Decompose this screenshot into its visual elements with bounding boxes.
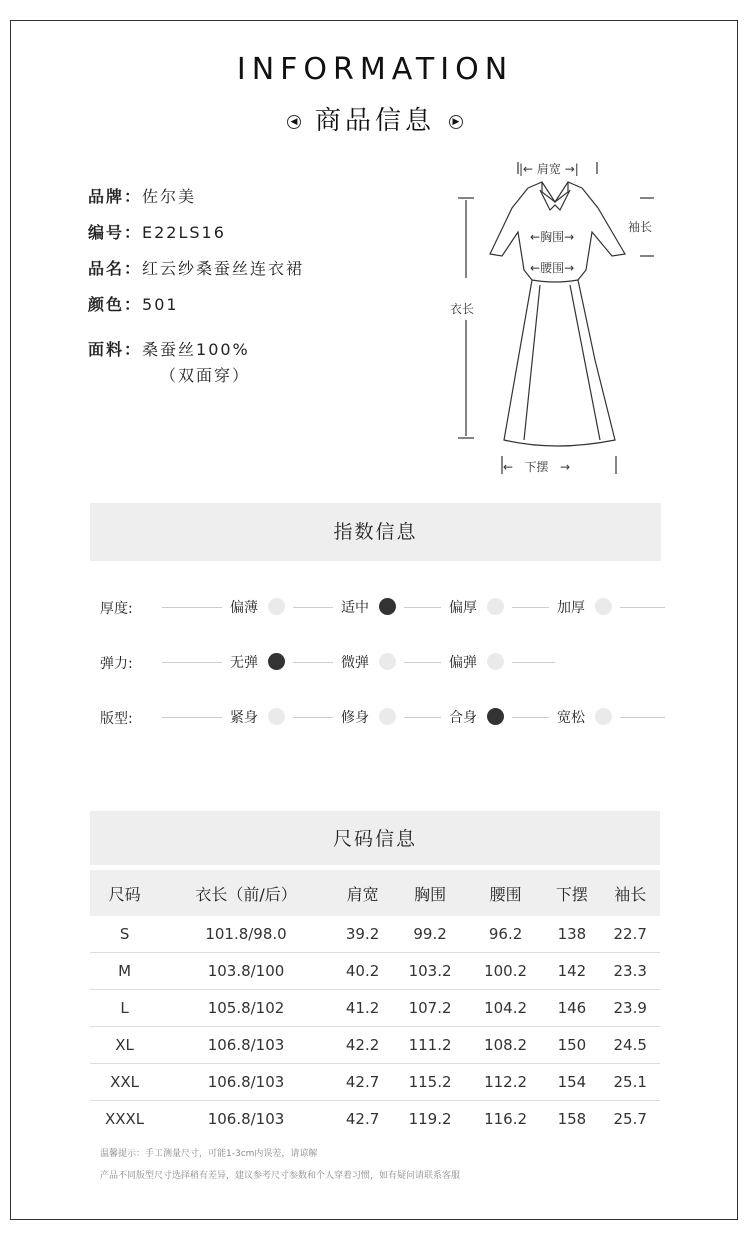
- index-option: 适中: [333, 596, 404, 620]
- dot-empty-icon: [379, 708, 396, 725]
- index-row-elasticity: [100, 651, 555, 675]
- index-option: 加厚: [549, 596, 620, 620]
- table-cell: 112.2: [468, 1064, 544, 1101]
- index-option: 宽松: [549, 706, 620, 730]
- size-table: [90, 870, 660, 1137]
- info-value: 501: [142, 295, 179, 314]
- dot-empty-icon: [487, 598, 504, 615]
- index-option: 无弹: [222, 651, 293, 675]
- table-cell: 107.2: [392, 990, 468, 1027]
- col-header: 胸围: [392, 870, 468, 916]
- info-key: 编号：: [88, 223, 143, 242]
- index-option: 微弹: [333, 651, 404, 675]
- subtitle-text: 商品信息: [314, 106, 435, 136]
- info-key: 品牌：: [88, 187, 143, 206]
- table-cell: 42.7: [345, 1110, 380, 1128]
- table-row: [90, 1064, 660, 1101]
- table-cell: 42.2: [333, 1027, 392, 1064]
- table-cell: 119.2: [408, 1110, 452, 1128]
- info-key: 品名：: [88, 259, 143, 278]
- dress-outline-icon: [440, 150, 670, 480]
- dot-filled-icon: [487, 708, 504, 725]
- page-title: INFORMATION: [236, 52, 514, 87]
- dot-filled-icon: [379, 598, 396, 615]
- table-cell: 108.2: [468, 1027, 544, 1064]
- table-cell: 105.8/102: [159, 990, 333, 1027]
- size-section-title: 尺码信息: [90, 811, 660, 865]
- index-option: 修身: [333, 706, 404, 730]
- info-code: [88, 220, 226, 243]
- arrow-left-icon: ◀: [287, 115, 301, 129]
- table-row: [90, 1027, 660, 1064]
- table-cell: 23.3: [600, 953, 660, 990]
- dot-empty-icon: [487, 653, 504, 670]
- index-option: 偏薄: [222, 596, 293, 620]
- table-cell: 146: [543, 990, 600, 1027]
- table-cell: 103.2: [392, 953, 468, 990]
- info-key: 颜色：: [88, 295, 143, 314]
- index-section-title: 指数信息: [90, 503, 661, 561]
- table-cell: XXL: [90, 1064, 159, 1101]
- table-cell: XXXL: [104, 1110, 145, 1128]
- size-table-header: [90, 870, 660, 916]
- table-row: [90, 1101, 660, 1138]
- dot-empty-icon: [268, 708, 285, 725]
- table-cell: L: [90, 990, 159, 1027]
- col-header: 衣长（前/后）: [159, 870, 333, 916]
- table-cell: 106.8/103: [159, 1064, 333, 1101]
- dot-empty-icon: [595, 708, 612, 725]
- dot-empty-icon: [595, 598, 612, 615]
- col-header: 尺码: [90, 870, 159, 916]
- col-header: 腰围: [468, 870, 544, 916]
- table-cell: 116.2: [484, 1110, 528, 1128]
- col-header: 肩宽: [333, 870, 392, 916]
- info-brand: [88, 184, 196, 207]
- index-row-thickness: [100, 596, 665, 620]
- dot-empty-icon: [379, 653, 396, 670]
- table-row: [90, 916, 660, 953]
- index-option: 偏厚: [441, 596, 512, 620]
- table-cell: 154: [543, 1064, 600, 1101]
- table-cell: 22.7: [600, 916, 660, 953]
- label-shoulder: |← 肩宽 →|: [519, 162, 579, 176]
- table-cell: 25.7: [613, 1110, 647, 1128]
- label-length: 衣长: [450, 302, 475, 316]
- table-cell: M: [90, 953, 159, 990]
- info-value: E22LS16: [142, 223, 226, 242]
- table-cell: 100.2: [468, 953, 544, 990]
- table-cell: 39.2: [333, 916, 392, 953]
- info-value: 佐尔美: [142, 187, 197, 206]
- label-chest: ←胸围→: [530, 230, 575, 244]
- info-product-name: [88, 256, 304, 279]
- table-cell: S: [90, 916, 159, 953]
- index-option: 偏弹: [441, 651, 512, 675]
- col-header: 下摆: [543, 870, 600, 916]
- info-value: 红云纱桑蚕丝连衣裙: [142, 259, 305, 278]
- label-hem: ← 下摆 →: [503, 460, 571, 474]
- table-cell: 96.2: [468, 916, 544, 953]
- col-header: 袖长: [600, 870, 660, 916]
- table-cell: 142: [543, 953, 600, 990]
- note-measurement: 温馨提示：手工测量尺寸，可能1-3cm内误差，请谅解: [100, 1149, 318, 1159]
- garment-diagram: [440, 150, 670, 480]
- dot-filled-icon: [268, 653, 285, 670]
- table-row: [90, 990, 660, 1027]
- table-cell: 101.8/98.0: [159, 916, 333, 953]
- table-cell: 106.8/103: [159, 1027, 333, 1064]
- table-cell: 99.2: [392, 916, 468, 953]
- index-row-label: 弹力:: [100, 656, 133, 672]
- index-row-fit: [100, 706, 665, 730]
- table-cell: 24.5: [600, 1027, 660, 1064]
- table-cell: 138: [543, 916, 600, 953]
- arrow-right-icon: ▶: [449, 115, 463, 129]
- table-cell: 115.2: [392, 1064, 468, 1101]
- table-cell: 23.9: [600, 990, 660, 1027]
- info-key: 面料：: [88, 340, 143, 359]
- page-subtitle: [0, 100, 750, 137]
- table-cell: 103.8/100: [159, 953, 333, 990]
- table-cell: 106.8/103: [207, 1110, 285, 1128]
- label-waist: ←腰围→: [530, 261, 575, 275]
- table-cell: 40.2: [333, 953, 392, 990]
- table-cell: 158: [557, 1110, 587, 1128]
- index-option: 紧身: [222, 706, 293, 730]
- info-fabric-note: （双面穿）: [160, 366, 251, 385]
- label-sleeve: 袖长: [628, 220, 653, 234]
- note-fit-advice: 产品不同版型尺寸选择稍有差异，建议参考尺寸参数和个人穿着习惯，如有疑问请联系客服: [100, 1171, 461, 1181]
- index-option: 合身: [441, 706, 512, 730]
- index-row-label: 厚度:: [100, 601, 133, 617]
- table-cell: 41.2: [333, 990, 392, 1027]
- table-row: [90, 953, 660, 990]
- info-color: [88, 292, 179, 315]
- table-cell: 42.7: [333, 1064, 392, 1101]
- table-cell: XL: [90, 1027, 159, 1064]
- table-cell: 104.2: [468, 990, 544, 1027]
- info-fabric: [88, 337, 250, 360]
- index-row-label: 版型:: [100, 711, 133, 727]
- table-cell: 111.2: [392, 1027, 468, 1064]
- table-cell: 25.1: [600, 1064, 660, 1101]
- dot-empty-icon: [268, 598, 285, 615]
- table-cell: 150: [543, 1027, 600, 1064]
- info-value: 桑蚕丝100%: [142, 340, 250, 359]
